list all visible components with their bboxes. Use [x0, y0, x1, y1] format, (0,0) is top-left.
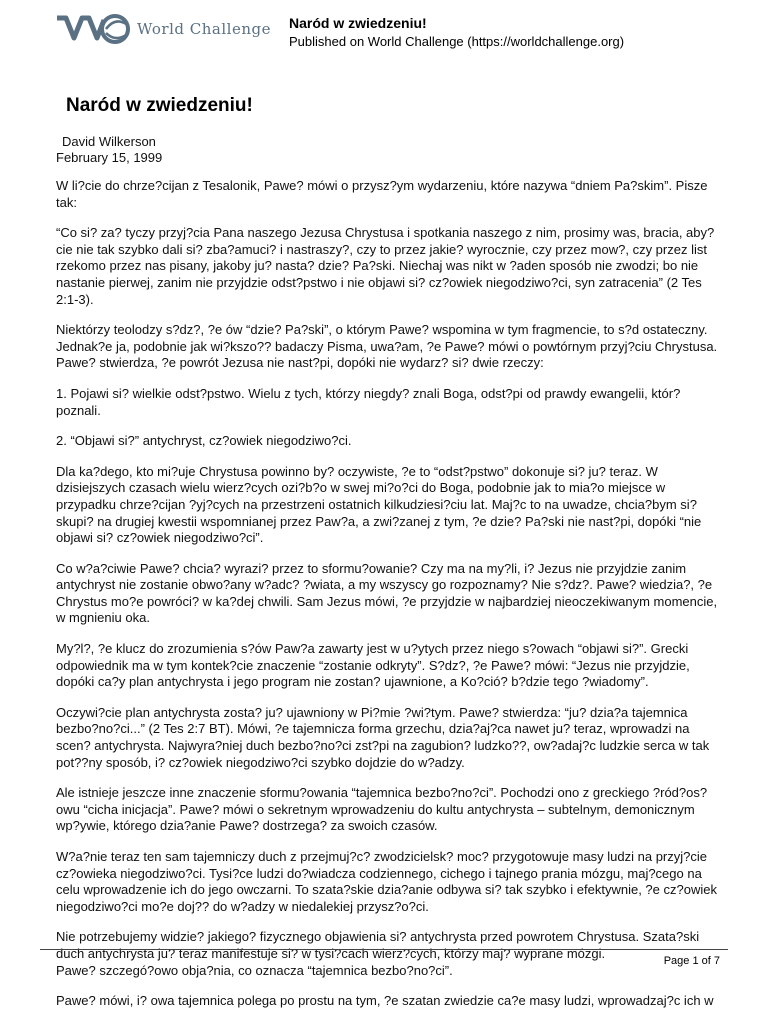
logo-text: World Challenge: [137, 20, 271, 38]
paragraph: Dla ka?dego, kto mi?uje Chrystusa powinno by? oczywiste, ?e to “odst?pstwo” dokonuje si? ju? teraz. W dzisiejszych czasach wielu wierz?cych ozi?b?o w swej mi?o?ci do Boga, podobnie jak to mia?o miejsce w przypadku chrze?cijan ?yj?cych na przestrzeni ostatnich kilkudziesi?ciu lat. Maj?c to na uwadze, chcia?bym si? skupi? na drugiej kwestii wspomnianej przez Paw?a, a zwi?zanej z tym, ?e dzie? Pa?ski nie nast?pi, dopóki “nie objawi si? cz?owiek niegodziwo?ci”.: [56, 463, 702, 546]
article-body: [56, 178, 718, 1010]
article-date: February 15, 1999: [56, 150, 163, 165]
paragraph: Niektórzy teolodzy s?dz?, ?e ów “dzie? Pa?ski”, o którym Pawe? wspomina w tym fragmencie, to s?d ostateczny. Jednak?e ja, podobnie jak wi?kszo?? badaczy Pisma, uwa?am, ?e Pawe? mówi o powtórnym przyj?ciu Chrystusa. Pawe? stwierdza, ?e powrót Jezusa nie nast?pi, dopóki nie wydarz? si? dwie rzeczy:: [56, 322, 718, 371]
world-challenge-logo[interactable]: [57, 12, 271, 46]
page-title: Naród w zwiedzeniu!: [66, 95, 253, 116]
footer-divider: [40, 949, 728, 950]
paragraph: Pawe? mówi, i? owa tajemnica polega po prostu na tym, ?e szatan zwiedzie ca?e masy ludzi, wprowadzaj?c ich w: [56, 993, 714, 1009]
world-challenge-logo-icon: [57, 12, 133, 46]
article-author: David Wilkerson: [62, 134, 156, 149]
header-title: Naród w zwiedzeniu!: [289, 15, 427, 31]
header-subtitle: Published on World Challenge (https://worldchallenge.org): [289, 34, 625, 49]
paragraph: W?a?nie teraz ten sam tajemniczy duch z przejmuj?c? zwodzicielsk? moc? przygotowuje masy ludzi na przyj?cie cz?owieka niegodziwo?ci. Tysi?ce ludzi do?wiadcza codziennego, cichego i tajnego prania mózgu, maj?cego na celu wprowadzenie ich do jego owczarni. To szata?skie dzia?anie odbywa si? tak szybko i efektywnie, ?e cz?owiek niegodziwo?ci mo?e doj?? do w?adzy w niedalekiej przysz?o?ci.: [56, 849, 717, 914]
page-number: Page 1 of 7: [663, 955, 720, 967]
page-header: [0, 0, 768, 60]
paragraph: W li?cie do chrze?cijan z Tesalonik, Pawe? mówi o przysz?ym wydarzeniu, które nazywa “dniem Pa?skim”. Pisze tak:: [56, 178, 708, 210]
paragraph: “Co si? za? tyczy przyj?cia Pana naszego Jezusa Chrystusa i spotkania naszego z nim, prosimy was, bracia, aby?cie nie tak szybko dali si? zba?amuci? i nastraszy?, czy to przez jakie? wyrocznie, czy przez mow?, czy przez list rzekomo przez nas pisany, jakoby ju? nasta? dzie? Pa?ski. Niechaj was nikt w ?aden sposób nie zwodzi; bo nie nastanie pierwej, zanim nie przyjdzie odst?pstwo i nie objawi si? cz?owiek niegodziwo?ci, syn zatracenia” (2 Tes 2:1-3).: [56, 225, 715, 307]
paragraph: Nie potrzebujemy widzie? jakiego? fizycznego objawienia si? antychrysta przed powrotem Chrystusa. Szata?ski duch antychrysta ju? teraz manifestuje si? w tysi?cach wierz?cych, którzy maj? wyprane mózgi. Pawe? szczegó?owo obja?nia, co oznacza “tajemnica bezbo?no?ci”.: [56, 929, 700, 978]
paragraph: 2. “Objawi si?” antychryst, cz?owiek niegodziwo?ci.: [56, 433, 352, 449]
article: [56, 94, 718, 1024]
paragraph: Ale istnieje jeszcze inne znaczenie sformu?owania “tajemnica bezbo?no?ci”. Pochodzi ono z greckiego ?ród?os?owu “cicha inicjacja”. Pawe? mówi o sekretnym wprowadzeniu do kultu antychrysta – subtelnym, demonicznym wp?ywie, którego dzia?anie Pawe? dostrzega? za swoich czasów.: [56, 785, 708, 834]
paragraph: My?l?, ?e klucz do zrozumienia s?ów Paw?a zawarty jest w u?ytych przez niego s?owach “objawi si?”. Grecki odpowiednik ma w tym kontek?cie znaczenie “zostanie odkryty”. S?dz?, ?e Pawe? mówi: “Jezus nie przyjdzie, dopóki ca?y plan antychrysta i jego program nie zostan? ujawnione, a Ko?ció? b?dzie tego ?wiadomy”.: [56, 641, 690, 690]
paragraph: Co w?a?ciwie Pawe? chcia? wyrazi? przez to sformu?owanie? Czy ma na my?li, i? Jezus nie przyjdzie zanim antychryst nie zostanie obwo?any w?adc? ?wiata, a my wszyscy go rozpoznamy? Nie s?dz?. Pawe? wiedzia?, ?e Chrystus mo?e powróci? w ka?dej chwili. Sam Jezus mówi, ?e przyjdzie w najbardziej nieoczekiwanym momencie, w mgnieniu oka.: [56, 560, 718, 626]
header-info: [289, 14, 624, 50]
paragraph: Oczywi?cie plan antychrysta zosta? ju? ujawniony w Pi?mie ?wi?tym. Pawe? stwierdza: “ju? dzia?a tajemnica bezbo?no?ci...” (2 Tes 2:7 BT). Mówi, ?e tajemnicza forma grzechu, dzia?aj?ca nawet ju? teraz, wprowadzi na scen? antychrysta. Najwyra?niej duch bezbo?no?ci zst?pi na zagubion? ludzko??, ow?adaj?c ludzkie serca w tak pot??ny sposób, i? cz?owiek niegodziwo?ci szybko dojdzie do w?adzy.: [56, 704, 710, 770]
paragraph: 1. Pojawi si? wielkie odst?pstwo. Wielu z tych, którzy niegdy? znali Boga, odst?pi od prawdy ewangelii, któr? poznali.: [56, 385, 681, 418]
